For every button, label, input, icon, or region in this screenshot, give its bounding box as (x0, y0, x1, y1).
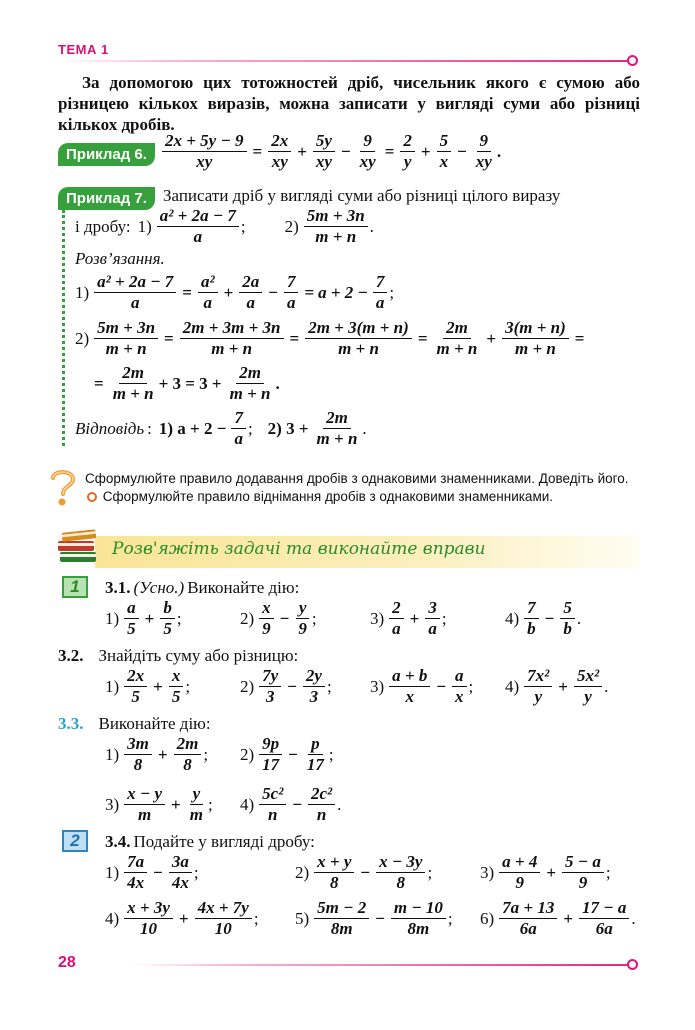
page-number: 28 (58, 954, 76, 971)
fraction: $\frac{5m + 3n}{m + n}$ (94, 318, 158, 359)
fraction: $\frac{x + 3y}{10}$ (124, 898, 173, 939)
fraction: $\frac{b}{5}$ (160, 598, 175, 639)
fraction: $\frac{2m}{m + n}$ (112, 363, 154, 403)
solution-label: Розв’язання. (75, 249, 165, 268)
exercises-banner-title: Розв'яжіть задачі та виконайте вправи (112, 539, 486, 559)
example-7-margin-rule (62, 210, 65, 446)
exercise-item: 4) $\frac{\text{7x²}}{y}$ + $\frac{\text{5x²}}{y}$ . (505, 666, 609, 706)
exercise-item: 1) $\frac{7a}{4x}$ − $\frac{3a}{4x}$ ; (105, 852, 199, 892)
fraction: $\frac{p}{17}$ (306, 734, 324, 774)
fraction: $\frac{3m}{8}$ (124, 734, 152, 775)
exercise-3-3-title: 3.3. Виконайте дію: (58, 714, 211, 733)
fraction: $\frac{9p}{17}$ (259, 734, 282, 775)
exercise-3-4-title: 3.4. Подайте у вигляді дробу: (105, 832, 315, 851)
fraction: $\frac{7}{a}$ (284, 272, 299, 313)
example-7-task-line2: і дробу: 1) $\frac{\text{a² + 2a − 7}}{a}$ ; 2) $\frac{5m + 3n}{m + n}$ . (75, 206, 374, 246)
fraction: $\frac{2y}{3}$ (303, 666, 325, 707)
fraction: $\frac{7a}{4x}$ (124, 852, 147, 893)
fraction: $\frac{2m + 3(m + n)}{m + n}$ (305, 318, 412, 359)
exercise-item: 4) $\frac{7}{b}$ − $\frac{5}{b}$ . (505, 598, 582, 638)
exercise-item: 3) $\frac{x - y}{m}$ + $\frac{y}{m}$ ; (105, 784, 213, 824)
exercise-item: 4) $\frac{\text{5c²}}{n}$ − $\frac{\text{2c²}}{n}$ . (240, 784, 342, 824)
example-7-badge: Приклад 7. (58, 187, 155, 210)
question-mark-icon (46, 466, 80, 508)
exercise-item: 1) $\frac{2x}{5}$ + $\frac{x}{5}$ ; (105, 666, 191, 706)
level-1-icon: 1 (62, 576, 88, 598)
question-text: Сформулюйте правило додавання дробів з однаковими знаменниками. Доведіть його. Сформулюйте правило віднімання дробів з однаковими знаменниками. (85, 471, 629, 504)
fraction: $\frac{x - y}{m}$ (124, 784, 165, 825)
fraction: $\frac{7}{b}$ (524, 598, 539, 639)
fraction: $\frac{5m - 2}{8m}$ (314, 898, 369, 939)
fraction: $\frac{\text{2c²}}{n}$ (308, 784, 335, 825)
fraction: $\frac{\text{5c²}}{n}$ (259, 784, 286, 825)
intro-paragraph: За допомогою цих тотожностей дріб, чисельник якого є сумою або різницею кількох виразів, можна записати у вигляді суми або різниці кількох дробів. (58, 73, 640, 134)
fraction: $\frac{y}{m}$ (189, 784, 203, 824)
fraction: $\frac{a}{5}$ (124, 598, 139, 639)
exercise-item: 4) $\frac{x + 3y}{10}$ + $\frac{4x + 7y}{10}$ ; (105, 898, 259, 938)
example-6-equation: $\frac{2x + 5y - 9}{xy}$ = $\frac{2x}{xy}$ + $\frac{5y}{xy}$ − $\frac{9}{xy}$ = $\frac{2}{y}$ + $\frac{5}{x}$ − $\frac{9}{xy}$ . (160, 131, 504, 172)
fraction: $\frac{a}{x}$ (452, 666, 467, 707)
exercise-item: 2) $\frac{9p}{17}$ − $\frac{p}{17}$ ; (240, 734, 334, 774)
exercise-item: 2) $\frac{x}{9}$ − $\frac{y}{9}$ ; (240, 598, 317, 638)
answer-line: Відповідь : 1) a + 2 − $\frac{7}{a}$ ; 2) 3 + $\frac{2m}{m + n}$ . (75, 408, 367, 448)
topic-label: ТЕМА 1 (58, 42, 109, 57)
level-2-icon: 2 (62, 830, 88, 852)
fraction: $\frac{x - 3y}{8}$ (376, 852, 425, 893)
exercise-item: 3) $\frac{2}{a}$ + $\frac{3}{a}$ ; (370, 598, 447, 638)
fraction: $\frac{y}{9}$ (295, 598, 310, 639)
fraction: $\frac{2m}{m + n}$ (229, 363, 271, 403)
example-7-task: Записати дріб у вигляді суми або різниці цілого виразу (163, 186, 561, 205)
header-rule (58, 60, 630, 62)
fraction: $\frac{\text{a² + 2a − 7}}{a}$ (157, 206, 239, 247)
fraction: $\frac{7a + 13}{6a}$ (499, 898, 557, 939)
fraction: $\frac{7y}{3}$ (259, 666, 281, 707)
books-icon (56, 526, 100, 566)
fraction: $\frac{a + 4}{9}$ (499, 852, 540, 893)
fraction: $\frac{3a}{4x}$ (169, 852, 192, 893)
fraction: $\frac{9}{xy}$ (475, 131, 492, 171)
fraction: $\frac{\text{a²}}{a}$ (198, 272, 218, 313)
exercise-item: 3) $\frac{a + b}{x}$ − $\frac{a}{x}$ ; (370, 666, 474, 706)
exercise-item: 2) $\frac{x + y}{8}$ − $\frac{x - 3y}{8}$ ; (295, 852, 433, 892)
exercise-3-1-title: 3.1. (Усно.) Виконайте дію: (105, 578, 300, 597)
footer-rule-end-icon (627, 959, 638, 970)
fraction: $\frac{7}{a}$ (373, 272, 388, 313)
exercise-item: 3) $\frac{a + 4}{9}$ + $\frac{5 - a}{9}$ ; (480, 852, 611, 892)
fraction: $\frac{5y}{xy}$ (313, 131, 335, 172)
fraction: $\frac{2}{y}$ (400, 131, 415, 172)
fraction: $\frac{x}{5}$ (169, 666, 184, 707)
fraction: $\frac{2m}{8}$ (174, 734, 202, 775)
fraction: $\frac{m - 10}{8m}$ (391, 898, 446, 939)
footer-rule (130, 964, 630, 966)
fraction: $\frac{\text{7x²}}{y}$ (524, 666, 552, 707)
fraction: $\frac{17 - a}{6a}$ (579, 898, 629, 939)
circle-bullet-icon (87, 492, 97, 502)
exercise-3-2-title: 3.2. Знайдіть суму або різницю: (58, 646, 299, 665)
fraction: $\frac{2a}{a}$ (239, 272, 262, 313)
fraction: $\frac{5 - a}{9}$ (562, 852, 604, 893)
solution-step-2: 2) $\frac{5m + 3n}{m + n}$ = $\frac{2m + 3m + 3n}{m + n}$ = $\frac{2m + 3(m + n)}{m + n}$ = $\frac{2m}{m + n}$ + $\frac{3(m + n)}{m + n}$ = (75, 318, 585, 358)
fraction: $\frac{7}{a}$ (231, 408, 246, 449)
fraction: $\frac{2m}{m + n}$ (436, 318, 478, 358)
exercise-item: 6) $\frac{7a + 13}{6a}$ + $\frac{17 - a}{6a}$ . (480, 898, 636, 938)
fraction: $\frac{3(m + n)}{m + n}$ (502, 318, 569, 359)
solution-step-3: = $\frac{2m}{m + n}$ + 3 = 3 + $\frac{2m}{m + n}$ . (94, 363, 280, 403)
fraction: $\frac{\text{a² + 2a − 7}}{a}$ (94, 272, 176, 313)
exercise-item: 1) $\frac{a}{5}$ + $\frac{b}{5}$ ; (105, 598, 182, 638)
fraction: $\frac{5}{b}$ (560, 598, 575, 639)
fraction: $\frac{2x}{5}$ (124, 666, 147, 707)
fraction: $\frac{2}{a}$ (389, 598, 404, 639)
exercise-item: 5) $\frac{5m - 2}{8m}$ − $\frac{m - 10}{8m}$ ; (295, 898, 453, 938)
fraction: $\frac{\text{5x²}}{y}$ (574, 666, 602, 707)
fraction: $\frac{2m + 3m + 3n}{m + n}$ (180, 318, 284, 359)
fraction: $\frac{2m}{m + n}$ (316, 408, 358, 448)
fraction: $\frac{4x + 7y}{10}$ (195, 898, 252, 939)
fraction: $\frac{3}{a}$ (425, 598, 440, 639)
fraction: $\frac{2x}{xy}$ (268, 131, 291, 172)
exercise-item: 2) $\frac{7y}{3}$ − $\frac{2y}{3}$ ; (240, 666, 332, 706)
exercise-item: 1) $\frac{3m}{8}$ + $\frac{2m}{8}$ ; (105, 734, 209, 774)
example-6-badge: Приклад 6. (58, 143, 155, 166)
fraction: $\frac{5m + 3n}{m + n}$ (304, 206, 368, 247)
fraction: $\frac{5}{x}$ (437, 131, 452, 172)
header-rule-end-icon (627, 55, 638, 66)
solution-step-1: 1) $\frac{\text{a² + 2a − 7}}{a}$ = $\frac{\text{a²}}{a}$ + $\frac{2a}{a}$ − $\frac{7}{a}$ = a + 2 − $\frac{7}{a}$ ; (75, 272, 395, 312)
fraction: $\frac{x}{9}$ (259, 598, 274, 639)
fraction: $\frac{2x + 5y - 9}{xy}$ (162, 131, 247, 172)
fraction: $\frac{x + y}{8}$ (314, 852, 354, 893)
fraction: $\frac{9}{xy}$ (359, 131, 376, 171)
fraction: $\frac{a + b}{x}$ (389, 666, 430, 707)
